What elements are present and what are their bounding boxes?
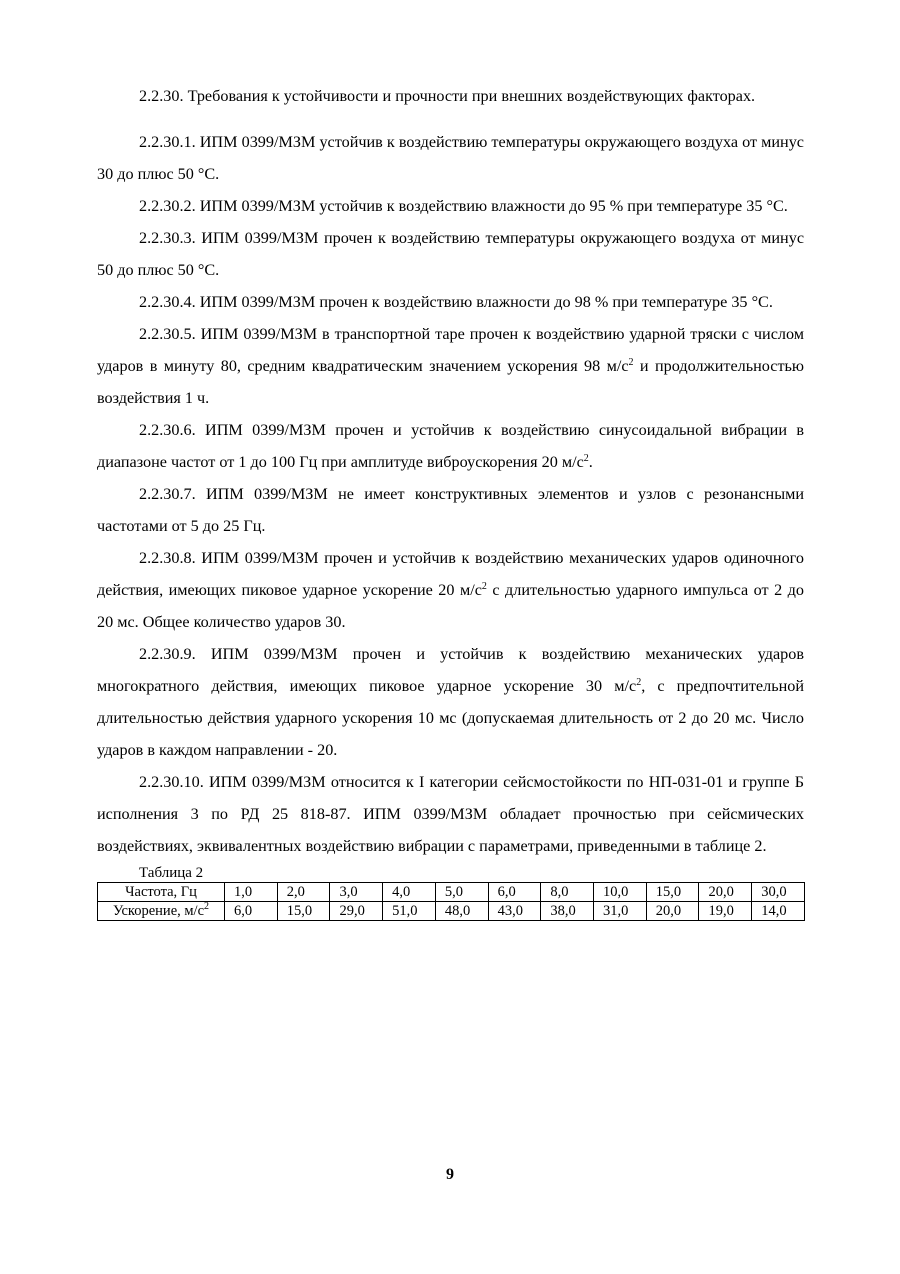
paragraph-2-2-30-6 <box>97 414 804 478</box>
table-cell: 31,0 <box>594 902 647 921</box>
row-label-acceleration <box>98 902 225 921</box>
text: . <box>588 453 593 471</box>
table-cell: 6,0 <box>225 902 278 921</box>
table-cell: 2,0 <box>277 883 330 902</box>
vibration-table <box>97 882 805 921</box>
table-cell: 29,0 <box>330 902 383 921</box>
superscript: 2 <box>481 581 487 592</box>
table-cell: 1,0 <box>225 883 278 902</box>
table-cell: 30,0 <box>752 883 805 902</box>
table-cell: 20,0 <box>646 902 699 921</box>
table-cell: 8,0 <box>541 883 594 902</box>
text: и продолжительностью воздействия 1 ч. <box>97 357 805 407</box>
table-cell: 6,0 <box>488 883 541 902</box>
paragraph-2-2-30-2: 2.2.30.2. ИПМ 0399/МЗМ устойчив к воздействию влажности до 95 % при температуре 35 °С. <box>139 197 788 215</box>
superscript: 2 <box>636 677 642 688</box>
paragraph-2-2-30-3: 2.2.30.3. ИПМ 0399/МЗМ прочен к воздействию температуры окружающего воздуха от минус 50 до плюс 50 °С. <box>97 229 804 279</box>
text: 2.2.30.6. ИПМ 0399/МЗМ прочен и устойчив к воздействию синусоидальной вибрации в диапазоне частот от 1 до 100 Гц при амплитуде виброускорения 20 м/с <box>97 421 804 471</box>
paragraph-2-2-30-1: 2.2.30.1. ИПМ 0399/МЗМ устойчив к воздействию температуры окружающего воздуха от минус 30 до плюс 50 °С. <box>97 133 804 183</box>
table-cell: 3,0 <box>330 883 383 902</box>
table-cell: 4,0 <box>383 883 436 902</box>
document-page <box>97 80 804 921</box>
paragraph-2-2-30-9 <box>97 638 804 766</box>
table-cell: 14,0 <box>752 902 805 921</box>
text: 2.2.30.5. ИПМ 0399/МЗМ в транспортной таре прочен к воздействию ударной тряски с числом ударов в минуту 80, средним квадратическим значением ускорения 98 м/с <box>97 325 804 375</box>
table-row-frequency <box>98 883 805 902</box>
table-cell: 43,0 <box>488 902 541 921</box>
table-cell: 38,0 <box>541 902 594 921</box>
paragraph-2-2-30-4: 2.2.30.4. ИПМ 0399/МЗМ прочен к воздействию влажности до 98 % при температуре 35 °С. <box>139 293 773 311</box>
text: 2.2.30.9. ИПМ 0399/МЗМ прочен и устойчив к воздействию механических ударов многократного действия, имеющих пиковое ударное ускорение 30 м/с <box>97 645 804 695</box>
paragraph-2-2-30-8 <box>97 542 804 638</box>
table-cell: 19,0 <box>699 902 752 921</box>
table-cell: 5,0 <box>435 883 488 902</box>
superscript: 2 <box>628 357 634 368</box>
text: 2.2.30.8. ИПМ 0399/МЗМ прочен и устойчив к воздействию механических ударов одиночного действия, имеющих пиковое ударное ускорение 20 м/с <box>97 549 804 599</box>
page-number: 9 <box>446 1166 454 1183</box>
table-cell: 51,0 <box>383 902 436 921</box>
section-heading: 2.2.30. Требования к устойчивости и прочности при внешних воздействующих факторах. <box>139 87 756 105</box>
table-cell: 48,0 <box>435 902 488 921</box>
paragraph-2-2-30-5 <box>97 318 804 414</box>
table-cell: 15,0 <box>277 902 330 921</box>
row-label-frequency: Частота, Гц <box>98 883 225 902</box>
paragraph-2-2-30-10: 2.2.30.10. ИПМ 0399/МЗМ относится к I категории сейсмостойкости по НП-031-01 и группе Б исполнения 3 по РД 25 818-87. ИПМ 0399/МЗМ обладает прочностью при сейсмических воздействиях, эквивалентных воздействию вибрации с параметрами, приведенными в таблице 2. <box>97 773 804 855</box>
paragraph-2-2-30-7: 2.2.30.7. ИПМ 0399/МЗМ не имеет конструктивных элементов и узлов с резонансными частотами от 5 до 25 Гц. <box>97 485 804 535</box>
table-cell: 15,0 <box>646 883 699 902</box>
table-cell: 10,0 <box>594 883 647 902</box>
table-cell: 20,0 <box>699 883 752 902</box>
superscript: 2 <box>204 901 210 912</box>
table-caption: Таблица 2 <box>139 865 204 881</box>
text: , с предпочтительной длительностью действия ударного ускорения 10 мс (допускаемая длительность от 2 до 20 мс. Число ударов в каждом направлении - 20. <box>97 677 804 759</box>
table-row-acceleration <box>98 902 805 921</box>
text: Ускорение, м/с <box>112 903 205 919</box>
superscript: 2 <box>583 453 589 464</box>
text: с длительностью ударного импульса от 2 до 20 мс. Общее количество ударов 30. <box>97 581 804 631</box>
